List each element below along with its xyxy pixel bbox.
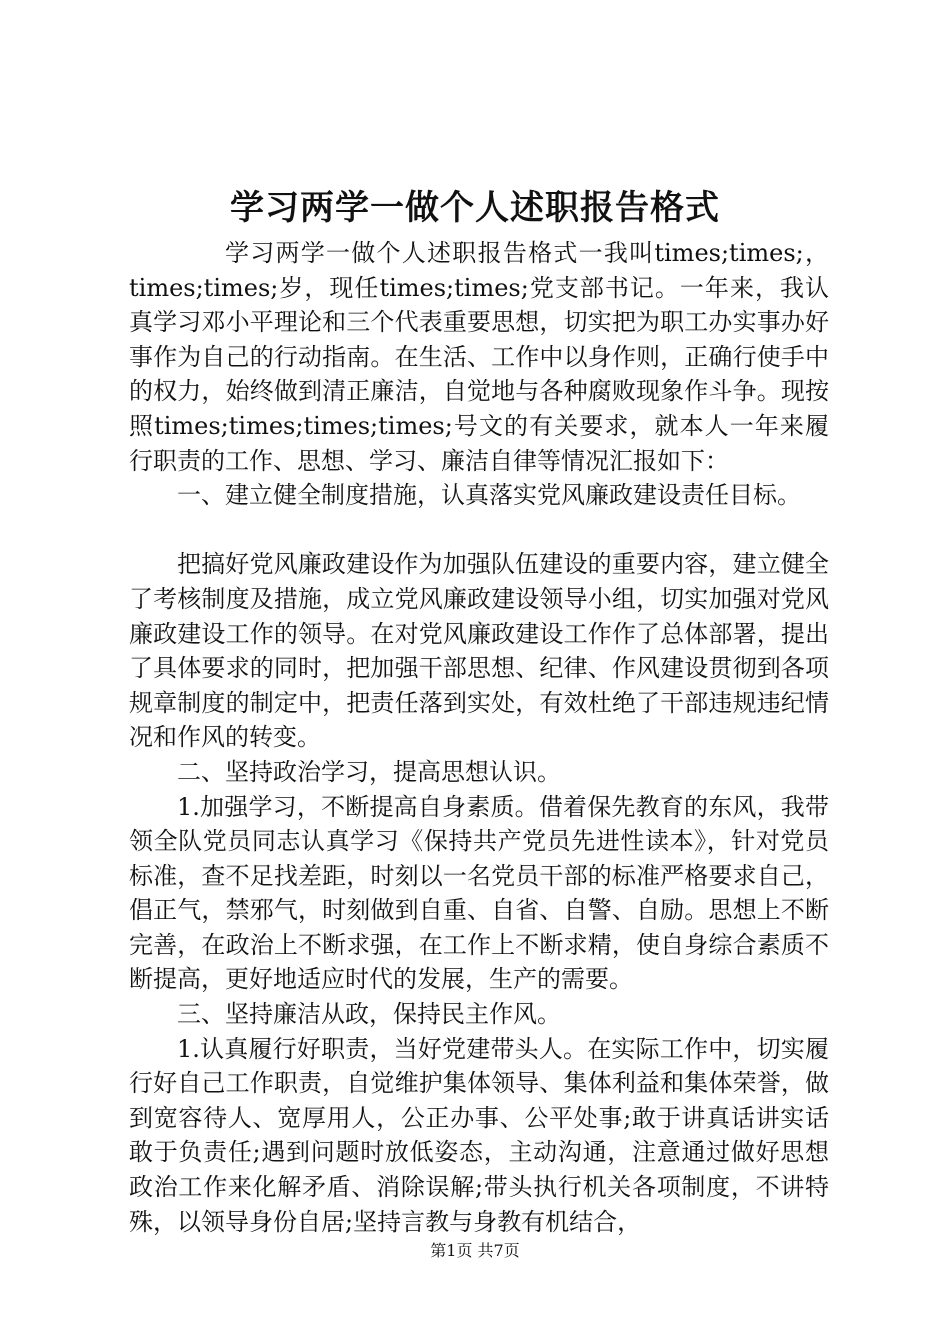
section-heading-3: 三、坚持廉洁从政，保持民主作风。 <box>177 1000 561 1029</box>
section-heading-2: 二、坚持政治学习，提高思想认识。 <box>177 757 561 786</box>
paragraph-section-1: 把搞好党风廉政建设作为加强队伍建设的重要内容，建立健全了考核制度及措施，成立党风廉政建设领导小组，切实加强对党风廉政建设工作的领导。在对党风廉政建设工作作了总体部署，提出了具体要求的同时，把加强干部思想、纪律、作风建设贯彻到各项规章制度的制定中，把责任落到实处，有效杜绝了干部违规违纪情况和作风的转变。 <box>129 550 829 752</box>
page-footer: 第1页 共7页 <box>430 1241 520 1260</box>
blank-line <box>129 513 829 548</box>
paragraph-intro: 学习两学一做个人述职报告格式一我叫times;times;，times;times;岁，现任times;times;党支部书记。一年来，我认真学习邓小平理论和三个代表重要思想，切实把为职工办实事办好事作为自己的行动指南。在生活、工作中以身作则，正确行使手中的权力，始终做到清正廉洁，自觉地与各种腐败现象作斗争。现按照times;times;times;times;号文的有关要求，就本人一年来履行职责的工作、思想、学习、廉洁自律等情况汇报如下： <box>129 239 829 475</box>
document-body <box>129 236 829 1239</box>
paragraph-section-3-item-1: 1.认真履行好职责，当好党建带头人。在实际工作中，切实履行好自己工作职责，自觉维护集体领导、集体利益和集体荣誉，做到宽容待人、宽厚用人，公正办事、公平处事;敢于讲真话讲实话敢于负责任;遇到问题时放低姿态，主动沟通，注意通过做好思想政治工作来化解矛盾、消除误解;带头执行机关各项制度，不讲特殊，以领导身份自居;坚持言教与身教有机结合， <box>129 1034 829 1236</box>
section-heading-1: 一、建立健全制度措施，认真落实党风廉政建设责任目标。 <box>177 481 801 510</box>
paragraph-section-2-item-1: 1.加强学习，不断提高自身素质。借着保先教育的东风，我带领全队党员同志认真学习《保持共产党员先进性读本》，针对党员标准，查不足找差距，时刻以一名党员干部的标准严格要求自己，倡正气，禁邪气，时刻做到自重、自省、自警、自励。思想上不断完善，在政治上不断求强，在工作上不断求精，使自身综合素质不断提高，更好地适应时代的发展，生产的需要。 <box>129 792 829 994</box>
document-title: 学习两学一做个人述职报告格式 <box>230 188 720 228</box>
